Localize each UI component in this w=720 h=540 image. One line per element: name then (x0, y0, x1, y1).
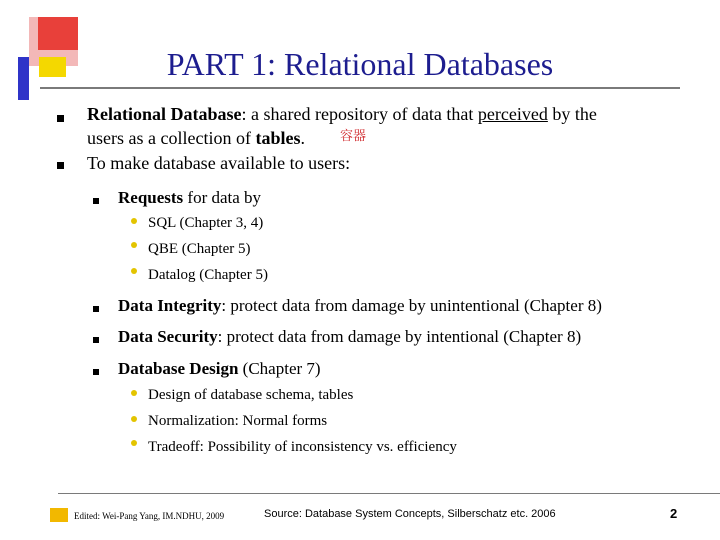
subitem-bold-term: Database Design (118, 359, 239, 378)
subitem-text: (Chapter 7) (238, 359, 321, 378)
design-item-schema: Design of database schema, tables (148, 387, 354, 403)
dot-bullet-icon (131, 440, 137, 446)
subitem-data-security (118, 327, 581, 347)
subitem-text: : protect data from damage by intentional (Chapter 8) (217, 327, 582, 346)
square-bullet-icon (93, 306, 99, 312)
subitem-bold-term: Data Integrity (118, 296, 222, 315)
square-bullet-icon (93, 198, 99, 204)
subitem-text: for data by (183, 188, 262, 207)
bullet-text-end: by the (547, 104, 597, 124)
bullet-text-end: . (300, 128, 305, 148)
subitem-requests (118, 188, 261, 208)
bullet-bold-term: tables (255, 128, 301, 148)
subitem-bold-term: Data Security (118, 327, 218, 346)
chinese-annotation: 容器 (340, 129, 367, 144)
dot-bullet-icon (131, 416, 137, 422)
subitem-data-integrity (118, 296, 602, 316)
design-item-tradeoff: Tradeoff: Possibility of inconsistency vs. efficiency (148, 439, 457, 455)
requests-item-sql: SQL (Chapter 3, 4) (148, 215, 264, 231)
subitem-database-design (118, 359, 321, 379)
requests-item-qbe: QBE (Chapter 5) (148, 241, 251, 257)
square-bullet-icon (57, 162, 64, 169)
subitem-text: : protect data from damage by unintentional (Chapter 8) (221, 296, 602, 315)
footer-edited: Edited: Wei-Pang Yang, IM.NDHU, 2009 (74, 511, 225, 521)
footer-decoration (50, 508, 68, 522)
bullet-bold-term: Relational Database (87, 104, 242, 124)
bullet-text: users as a collection of (87, 128, 256, 148)
bullet-text: : a shared repository of data that (241, 104, 478, 124)
subitem-bold-term: Requests (118, 188, 184, 207)
dot-bullet-icon (131, 390, 137, 396)
dot-bullet-icon (131, 242, 137, 248)
footer-source: Source: Database System Concepts, Silberschatz etc. 2006 (264, 508, 556, 520)
square-bullet-icon (93, 369, 99, 375)
square-bullet-icon (57, 115, 64, 122)
bullet-make-available: To make database available to users: (87, 153, 351, 173)
dot-bullet-icon (131, 218, 137, 224)
requests-item-datalog: Datalog (Chapter 5) (148, 267, 268, 283)
footer-divider (58, 493, 720, 494)
design-item-normalization: Normalization: Normal forms (148, 413, 328, 429)
bullet-relational-database (87, 104, 597, 125)
title-divider (40, 87, 680, 89)
page-title: PART 1: Relational Databases (166, 46, 554, 82)
bullet-relational-database-line2 (87, 128, 305, 149)
page-number: 2 (670, 506, 678, 521)
dot-bullet-icon (131, 268, 137, 274)
underlined-word: perceived (477, 104, 548, 124)
square-bullet-icon (93, 337, 99, 343)
